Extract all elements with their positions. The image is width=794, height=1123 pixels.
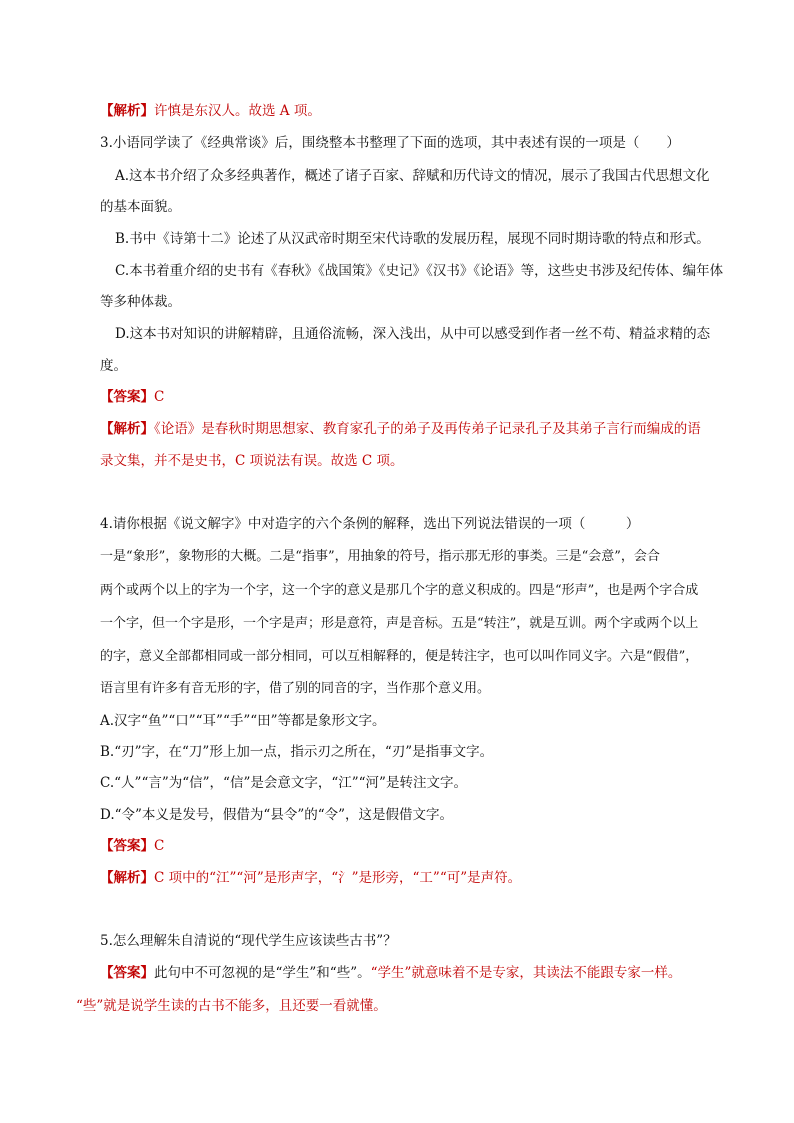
analysis-label: 【解析】: [100, 421, 154, 437]
q4-answer: [100, 836, 722, 856]
q5-answer-black: 此句中不可忽视的是“学生”和“些”。: [154, 965, 371, 981]
q2-analysis: [100, 101, 722, 121]
q5-stem: 5.怎么理解朱自清说的“现代学生应该读些古书”？: [100, 933, 397, 949]
answer-label: 【答案】: [100, 389, 154, 405]
q4-analysis-text: C 项中的“江”“河”是形声字，“氵”是形旁，“工”“可”是声符。: [154, 870, 522, 886]
q3-option-a-line1: A.这本书介绍了众多经典著作，概述了诸子百家、辞赋和历代诗文的情况，展示了我国古代思想文化: [115, 168, 710, 184]
q4-option-a: A.汉字“鱼”“口”“耳”“手”“田”等都是象形文字。: [100, 713, 386, 729]
q3-stem: 3.小语同学读了《经典常谈》后，围绕整本书整理了下面的选项，其中表述有误的一项是（ ）: [100, 135, 680, 151]
q3-option-d-line1: D.这本书对知识的讲解精辟，且通俗流畅，深入浅出，从中可以感受到作者一丝不苟、精益求精的态: [115, 326, 711, 342]
q4-answer-value: C: [154, 838, 165, 854]
q3-option-c-line2: 等多种体裁。: [100, 294, 181, 310]
q4-passage-line4: 的字，意义全部都相同或一部分相同，可以互相解释的，便是转注字，也可以叫作同义字。六是“假借”，: [100, 649, 699, 664]
q4-analysis: [100, 868, 722, 888]
answer-label: 【答案】: [100, 838, 154, 854]
q3-answer-value: C: [154, 389, 165, 405]
q3-analysis-text1: 《论语》是春秋时期思想家、教育家孔子的弟子及再传弟子记录孔子及其弟子言行而编成的语: [154, 421, 701, 437]
q4-passage-line2: 两个或两个以上的字为一个字，这一个字的意义是那几个字的意义积成的。四是“形声”，也是两个字合成: [100, 583, 699, 598]
q5-answer-red1: “学生”就意味着不是专家，其读法不能跟专家一样。: [370, 965, 682, 981]
q3-analysis-line2: 录文集，并不是史书，C 项说法有误。故选 C 项。: [100, 453, 404, 469]
answer-label: 【答案】: [100, 965, 154, 981]
q3-option-b: B.书中《诗第十二》论述了从汉武帝时期至宋代诗歌的发展历程，展现不同时期诗歌的特点和形式。: [115, 231, 710, 247]
q3-analysis-line1: [100, 419, 722, 439]
q4-passage-line5: 语言里有许多有音无形的字，借了别的同音的字，当作那个意义用。: [100, 681, 491, 696]
q3-answer: [100, 387, 722, 407]
q4-option-b: B.“刃”字，在“刀”形上加一点，指示刃之所在，“刃”是指事文字。: [100, 744, 494, 760]
q4-passage-line3: 一个字，但一个字是形，一个字是声；形是意符，声是音标。五是“转注”，就是互训。两个字或两个以上: [100, 616, 699, 631]
q3-option-a-line2: 的基本面貌。: [100, 199, 181, 215]
q4-option-d: D.“令”本义是发号，假借为“县令”的“令”，这是假借文字。: [100, 807, 454, 823]
q4-option-c: C.“人”“言”为“信”，“信”是会意文字，“江”“河”是转注文字。: [100, 775, 467, 791]
analysis-label: 【解析】: [100, 870, 154, 886]
q4-stem: 4.请你根据《说文解字》中对造字的六个条例的解释，选出下列说法错误的一项（ ）: [100, 516, 640, 532]
q3-option-c-line1: C.本书着重介绍的史书有《春秋》《战国策》《史记》《汉书》《论语》等，这些史书涉及纪传体、编年体: [115, 263, 724, 279]
analysis-label: 【解析】: [100, 103, 154, 119]
q5-answer-line2: “些”就是说学生读的古书不能多，且还要一看就懂。: [76, 998, 387, 1014]
q3-option-d-line2: 度。: [100, 358, 127, 374]
q5-answer-line1: [100, 963, 722, 983]
q2-analysis-text: 许慎是东汉人。故选 A 项。: [154, 103, 321, 119]
q4-passage-line1: 一是“象形”，象物形的大概。二是“指事”，用抽象的符号，指示那无形的事类。三是“会意”，会合: [100, 549, 660, 564]
